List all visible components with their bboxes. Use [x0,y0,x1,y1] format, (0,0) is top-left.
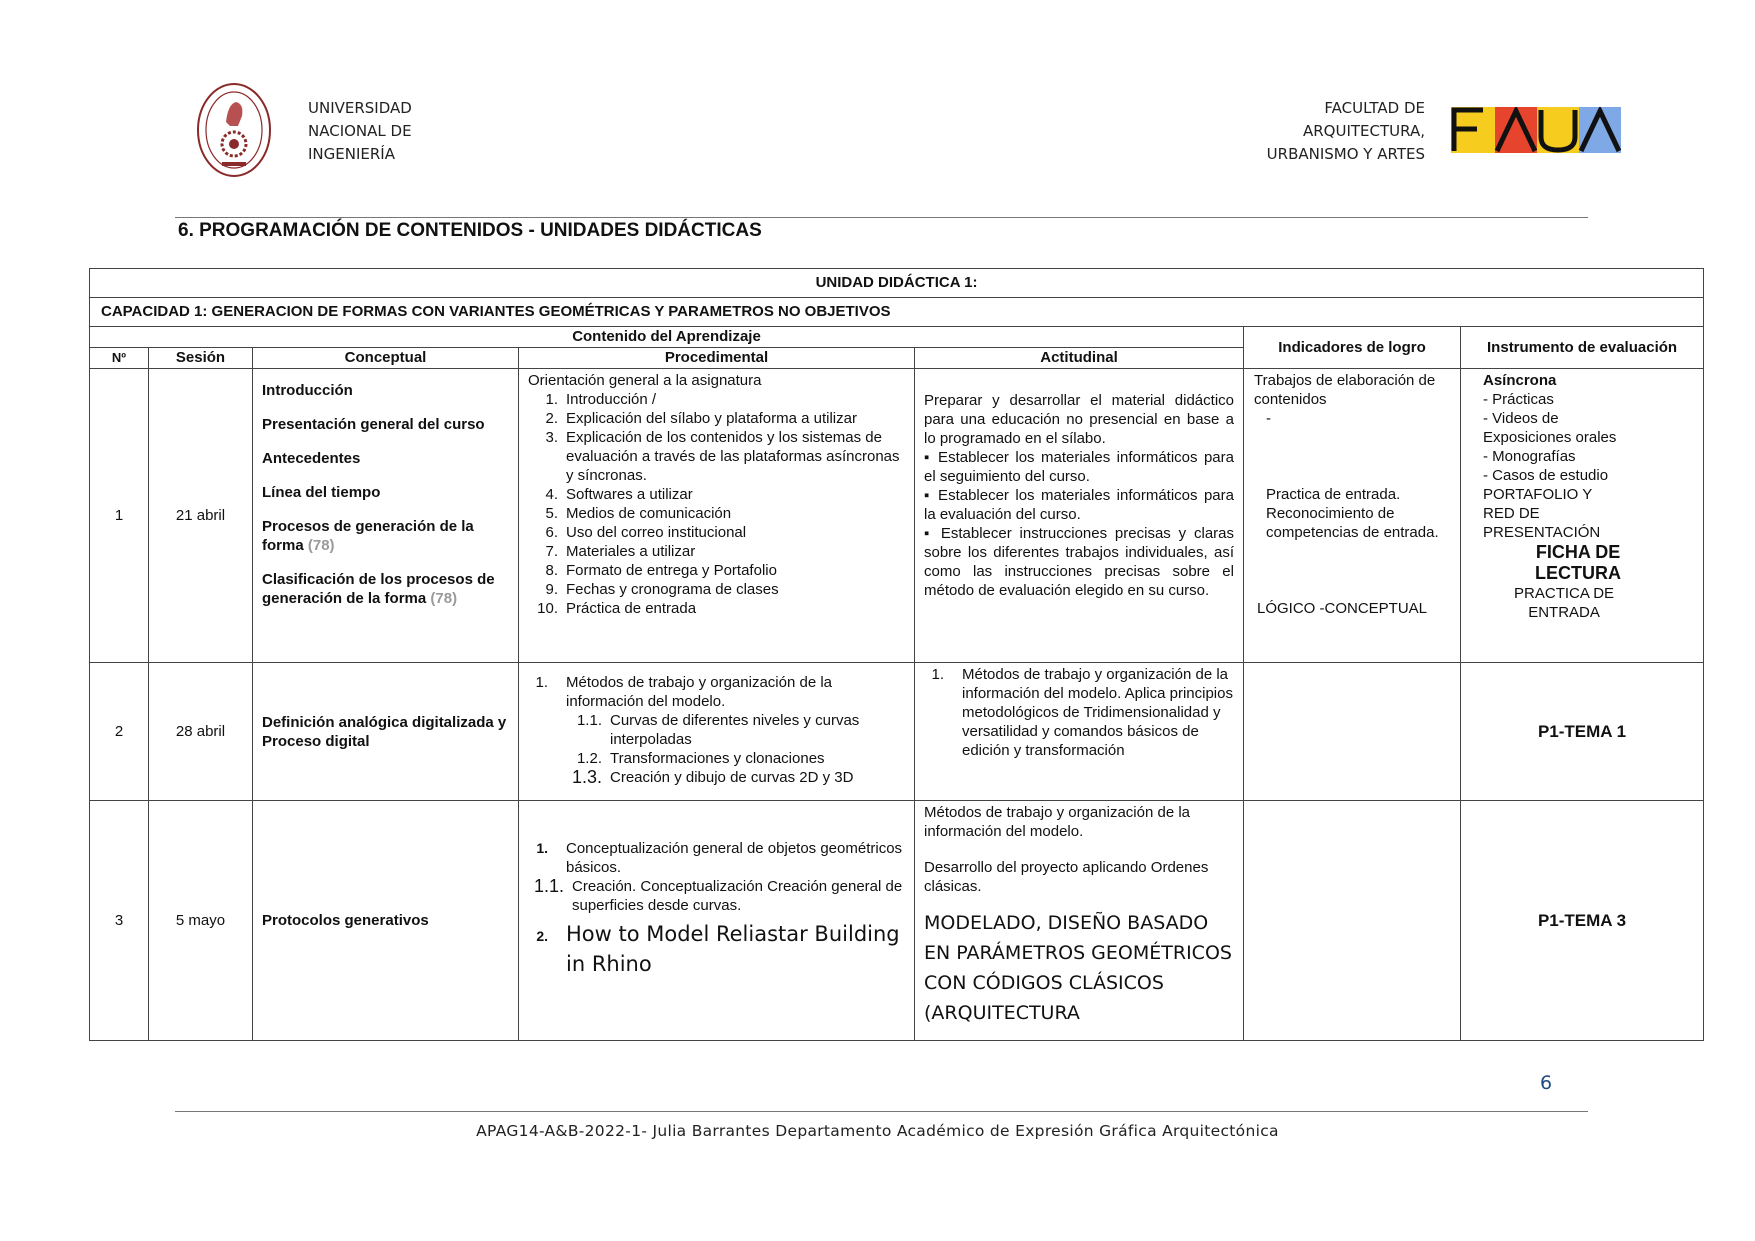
footer-text: APAG14-A&B-2022-1- Julia Barrantes Departamento Académico de Expresión Gráfica Arquitectónica [476,1122,1279,1140]
unit-title: UNIDAD DIDÁCTICA 1: [90,269,1704,298]
list-item: 6. Uso del correo institucional [545,524,747,541]
didactic-unit-table [89,268,1704,1041]
faua-logo [1451,107,1621,153]
list-item: 8. Formato de entrega y Portafolio [545,562,777,579]
page-number: 6 [1540,1072,1553,1094]
conceptual-cell: Definición analógica digitalizada y Proceso digital [253,663,519,801]
list-item: 4. Softwares a utilizar [545,486,693,503]
capacity-title: CAPACIDAD 1: GENERACION DE FORMAS CON VARIANTES GEOMÉTRICAS Y PARAMETROS NO OBJETIVOS [90,298,1704,327]
list-item: 1. Introducción / [545,391,657,408]
procedimental-cell: 1. Métodos de trabajo y organización de la información del modelo. 1.1. Curvas de diferentes niveles y curvas interpoladas 1.2. Transformaciones y clonaciones 1.3. Creación y dibujo de curvas 2D y 3D [519,663,915,801]
row-number: 2 [90,663,149,801]
university-seal-icon [196,82,272,178]
list-item: 9. Fechas y cronograma de clases [545,581,779,598]
content-group-header: Contenido del Aprendizaje [90,327,1244,348]
header-indicators: Indicadores de logro [1244,327,1461,369]
row-number: 1 [90,369,149,663]
header-num: Nº [90,348,149,369]
session-date: 28 abril [149,663,253,801]
session-date: 21 abril [149,369,253,663]
table-row [90,369,1704,663]
indicators-cell [1244,663,1461,801]
university-name: UNIVERSIDAD NACIONAL DE INGENIERÍA [308,99,412,163]
header-actitudinal: Actitudinal [915,348,1244,369]
list-item: 5. Medios de comunicación [545,505,732,522]
row-number: 3 [90,801,149,1041]
instrument-cell: P1-TEMA 1 [1461,663,1704,801]
list-item: 1.2. Transformaciones y clonaciones [576,750,825,767]
procedimental-cell: Orientación general a la asignatura 1. Introducción / 2. Explicación del sílabo y plataforma a utilizar 3. Explicación de los contenidos y los sistemas de evaluación a través de las plataformas asíncronas y síncronas. 4. Softwares a utilizar 5. Medios de comunicación 6. Uso del correo institucional 7. Materiales a utilizar 8. Formato de entrega y Portafolio 9. Fechas y cronograma de clases 10. Práctica de entrada [519,369,915,663]
instrument-cell: P1-TEMA 3 [1461,801,1704,1041]
instrument-cell: Asíncrona - Prácticas - Videos de Exposiciones orales - Monografías - Casos de estudio PORTAFOLIO Y RED DE PRESENTACIÓN FICHA DE LECTURA PRACTICA DE ENTRADA [1461,369,1704,663]
faculty-name: FACULTAD DE ARQUITECTURA, URBANISMO Y ARTES [1266,99,1425,163]
indicators-cell: Trabajos de elaboración de contenidos - Practica de entrada. Reconocimiento de competencias de entrada. LÓGICO -CONCEPTUAL [1244,369,1461,663]
actitudinal-cell: Preparar y desarrollar el material didáctico para una educación no presencial en base a lo programado en el sílabo. ▪ Establecer los materiales informáticos para el seguimiento del curso. ▪ Establecer los materiales informáticos para la evaluación del curso. ▪ Establecer instrucciones precisas y claras sobre los diferentes trabajos individuales, así como las instrucciones precisas sobre el método de evaluación elegido en su curso. [915,369,1244,663]
list-item: 3. Explicación de los contenidos y los sistemas de evaluación a través de las plataformas asíncronas y síncronas. [545,429,900,484]
list-item: 7. Materiales a utilizar [545,543,696,560]
list-item: 1.3. Creación y dibujo de curvas 2D y 3D [571,767,854,787]
header-divider [175,217,1588,218]
list-item: 1.1. Curvas de diferentes niveles y curvas interpoladas [576,712,860,748]
header-conceptual: Conceptual [253,348,519,369]
footer-divider [175,1111,1588,1112]
header-procedimental: Procedimental [519,348,915,369]
list-item: 2. Explicación del sílabo y plataforma a utilizar [545,410,857,427]
actitudinal-cell: 1. Métodos de trabajo y organización de la información del modelo. Aplica principios metodológicos de Tridimensionalidad y versatilidad y comandos básicos de edición y transformación [915,663,1244,801]
list-item: 10. Práctica de entrada [537,600,697,617]
indicators-cell [1244,801,1461,1041]
session-date: 5 mayo [149,801,253,1041]
conceptual-cell: Introducción Presentación general del curso Antecedentes Línea del tiempo Procesos de generación de la forma (78) Clasificación de los procesos de generación de la forma (78) [253,369,519,663]
procedimental-cell: 1. Conceptualización general de objetos geométricos básicos. 1.1. Creación. Conceptualización Creación general de superficies desde curvas. 2. How to Model Reliastar Building in Rhino [519,801,915,1041]
table-row [90,663,1704,801]
conceptual-cell: Protocolos generativos [253,801,519,1041]
actitudinal-cell: Métodos de trabajo y organización de la información del modelo. Desarrollo del proyecto aplicando Ordenes clásicas. MODELADO, DISEÑO BASADO EN PARÁMETROS GEOMÉTRICOS CON CÓDIGOS CLÁSICOS (ARQUITECTURA [915,801,1244,1041]
header-instrument: Instrumento de evaluación [1461,327,1704,369]
header-session: Sesión [149,348,253,369]
section-title: 6. PROGRAMACIÓN DE CONTENIDOS - UNIDADES DIDÁCTICAS [178,220,762,241]
table-row [90,801,1704,1041]
